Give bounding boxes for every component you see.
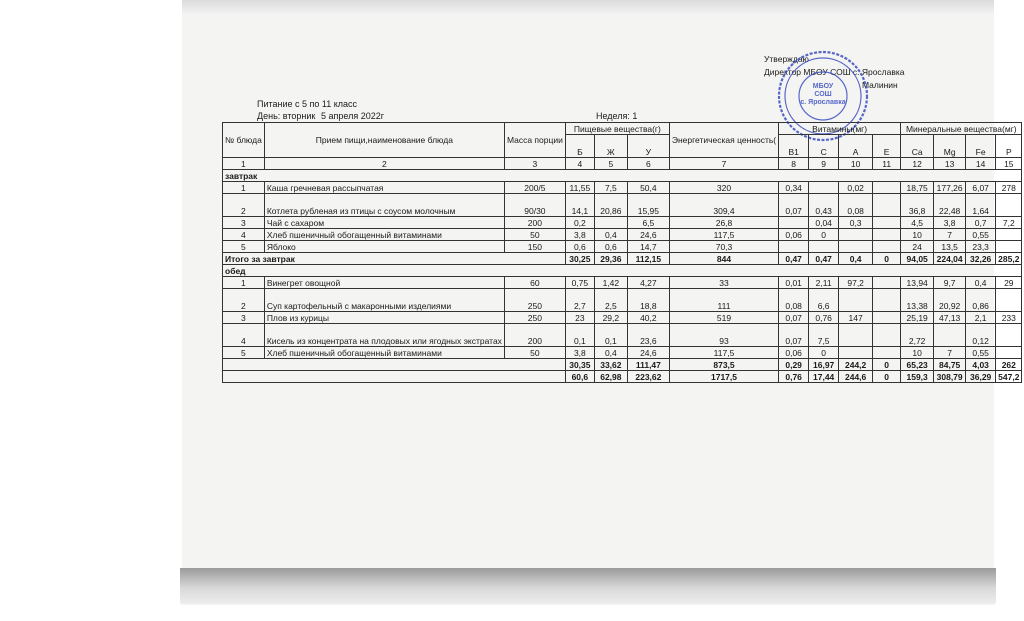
dish-value xyxy=(839,229,873,241)
sub-header-mg: Mg xyxy=(934,135,966,158)
col-mass-header: Масса порции xyxy=(504,123,565,158)
dish-value: 7 xyxy=(934,229,966,241)
sub-header-b1: В1 xyxy=(779,135,809,158)
grand-total-value: 244,6 xyxy=(839,371,873,383)
dish-value: 0,07 xyxy=(779,312,809,324)
dish-value xyxy=(809,182,839,194)
dish-row xyxy=(223,347,1022,359)
dish-value: 2,1 xyxy=(966,312,996,324)
header-row-1 xyxy=(223,123,1022,135)
sub-header-u: У xyxy=(627,135,669,158)
dish-name: Кисель из концентрата на плодовых или ягодных экстратах xyxy=(264,324,504,347)
dish-name: Плов из курицы xyxy=(264,312,504,324)
column-index-row xyxy=(223,158,1022,170)
dish-value: 29 xyxy=(996,277,1022,289)
section-title: завтрак xyxy=(223,170,1022,182)
scan-top-edge xyxy=(182,0,994,14)
dish-number: 2 xyxy=(223,289,265,312)
dish-value: 7,5 xyxy=(809,324,839,347)
dish-value xyxy=(996,324,1022,347)
dish-value: 3,8 xyxy=(565,229,594,241)
dish-value: 233 xyxy=(996,312,1022,324)
total-value: 0,47 xyxy=(779,253,809,265)
dish-value: 15,95 xyxy=(627,194,669,217)
index-cell: 5 xyxy=(594,158,627,170)
index-cell: 7 xyxy=(669,158,778,170)
dish-name: Чай с сахаром xyxy=(264,217,504,229)
dish-value: 36,8 xyxy=(901,194,934,217)
sub-header-fe: Fe xyxy=(966,135,996,158)
dish-value: 14,1 xyxy=(565,194,594,217)
dish-value xyxy=(873,241,901,253)
dish-row xyxy=(223,241,1022,253)
dish-value: 7,5 xyxy=(594,182,627,194)
dish-name: Яблоко xyxy=(264,241,504,253)
sub-header-a: А xyxy=(839,135,873,158)
dish-value: 147 xyxy=(839,312,873,324)
dish-value: 2,7 xyxy=(565,289,594,312)
dish-value: 2,5 xyxy=(594,289,627,312)
dish-value: 7,2 xyxy=(996,217,1022,229)
dish-value xyxy=(873,182,901,194)
index-cell: 6 xyxy=(627,158,669,170)
dish-value: 10 xyxy=(901,347,934,359)
dish-value: 0,04 xyxy=(809,217,839,229)
dish-value: 50,4 xyxy=(627,182,669,194)
dish-value: 0,75 xyxy=(565,277,594,289)
grand-total-value: 223,62 xyxy=(627,371,669,383)
dish-value xyxy=(996,241,1022,253)
total-value: 844 xyxy=(669,253,778,265)
dish-row xyxy=(223,217,1022,229)
dish-value: 40,2 xyxy=(627,312,669,324)
total-value: 0,4 xyxy=(839,253,873,265)
dish-value: 47,13 xyxy=(934,312,966,324)
dish-number: 4 xyxy=(223,324,265,347)
dish-value: 60 xyxy=(504,277,565,289)
total-value: 0 xyxy=(873,359,901,371)
dish-value xyxy=(873,347,901,359)
scan-bottom-edge xyxy=(180,568,996,604)
dish-value: 200 xyxy=(504,324,565,347)
dish-value: 50 xyxy=(504,229,565,241)
menu-table xyxy=(222,122,1022,383)
energy-header: Энергетическая ценность( xyxy=(669,123,778,158)
dish-value xyxy=(839,241,873,253)
dish-value: 0,2 xyxy=(565,217,594,229)
dish-value xyxy=(594,217,627,229)
total-value: 0,29 xyxy=(779,359,809,371)
dish-value: 22,48 xyxy=(934,194,966,217)
dish-row xyxy=(223,194,1022,217)
dish-value: 117,5 xyxy=(669,347,778,359)
index-cell: 13 xyxy=(934,158,966,170)
dish-value: 278 xyxy=(996,182,1022,194)
menu-table-body xyxy=(223,123,1022,383)
total-value: 224,04 xyxy=(934,253,966,265)
total-label xyxy=(223,359,566,371)
dish-number: 1 xyxy=(223,277,265,289)
grand-total-value: 17,44 xyxy=(809,371,839,383)
total-value: 285,2 xyxy=(996,253,1022,265)
total-value: 32,26 xyxy=(966,253,996,265)
dish-value: 0,4 xyxy=(594,347,627,359)
approval-line-2: Директор МБОУ СОШ с. Ярославка xyxy=(764,67,905,77)
section-total-row xyxy=(223,359,1022,371)
total-value: 111,47 xyxy=(627,359,669,371)
dish-value: 200/5 xyxy=(504,182,565,194)
dish-value: 250 xyxy=(504,312,565,324)
dish-value: 11,55 xyxy=(565,182,594,194)
grand-total-value: 36,29 xyxy=(966,371,996,383)
dish-value: 117,5 xyxy=(669,229,778,241)
total-value: 0,47 xyxy=(809,253,839,265)
class-line: Питание с 5 по 11 класс xyxy=(257,99,358,109)
dish-value: 0,07 xyxy=(779,324,809,347)
dish-row xyxy=(223,182,1022,194)
dish-value xyxy=(839,347,873,359)
dish-value xyxy=(873,217,901,229)
total-value: 33,62 xyxy=(594,359,627,371)
dish-value: 7 xyxy=(934,347,966,359)
dish-row xyxy=(223,229,1022,241)
index-cell: 11 xyxy=(873,158,901,170)
dish-value xyxy=(996,194,1022,217)
dish-value: 0,1 xyxy=(565,324,594,347)
grand-total-value: 1717,5 xyxy=(669,371,778,383)
sub-header-b: Б xyxy=(565,135,594,158)
sub-header-ca: Ca xyxy=(901,135,934,158)
total-value: 30,25 xyxy=(565,253,594,265)
week-label: Неделя: 1 xyxy=(596,111,638,121)
dish-value: 0,7 xyxy=(966,217,996,229)
dish-value: 9,7 xyxy=(934,277,966,289)
dish-value: 2,11 xyxy=(809,277,839,289)
dish-number: 5 xyxy=(223,347,265,359)
sub-header-p: Р xyxy=(996,135,1022,158)
dish-value xyxy=(839,324,873,347)
svg-text:МБОУ: МБОУ xyxy=(812,83,834,90)
dish-value: 177,26 xyxy=(934,182,966,194)
dish-value: 0,06 xyxy=(779,229,809,241)
dish-value: 29,2 xyxy=(594,312,627,324)
dish-name: Хлеб пшеничный обогащенный витаминами xyxy=(264,229,504,241)
vitamins-header: Витамины(мг) xyxy=(779,123,901,135)
col-name-header: Прием пищи,наименование блюда xyxy=(264,123,504,158)
index-cell: 1 xyxy=(223,158,265,170)
dish-value: 50 xyxy=(504,347,565,359)
total-label: Итого за завтрак xyxy=(223,253,566,265)
minerals-header: Минеральные вещества(мг) xyxy=(901,123,1022,135)
dish-number: 3 xyxy=(223,217,265,229)
dish-value xyxy=(779,217,809,229)
dish-value: 0,4 xyxy=(594,229,627,241)
dish-value xyxy=(873,229,901,241)
nutrients-header: Пищевые вещества(г) xyxy=(565,123,669,135)
dish-value: 0 xyxy=(809,347,839,359)
col-num-header: № блюда xyxy=(223,123,265,158)
dish-number: 1 xyxy=(223,182,265,194)
dish-value: 150 xyxy=(504,241,565,253)
total-value: 30,35 xyxy=(565,359,594,371)
dish-value xyxy=(873,312,901,324)
index-cell: 8 xyxy=(779,158,809,170)
total-value: 0 xyxy=(873,253,901,265)
dish-value: 20,86 xyxy=(594,194,627,217)
dish-value xyxy=(873,289,901,312)
dish-value: 6,6 xyxy=(809,289,839,312)
dish-value: 0,12 xyxy=(966,324,996,347)
dish-value: 309,4 xyxy=(669,194,778,217)
dish-value: 0,08 xyxy=(839,194,873,217)
dish-value xyxy=(873,324,901,347)
dish-value: 18,75 xyxy=(901,182,934,194)
grand-total-row xyxy=(223,371,1022,383)
index-cell: 4 xyxy=(565,158,594,170)
dish-number: 2 xyxy=(223,194,265,217)
section-total-row xyxy=(223,253,1022,265)
grand-total-value: 0 xyxy=(873,371,901,383)
grand-total-value: 159,3 xyxy=(901,371,934,383)
total-value: 84,75 xyxy=(934,359,966,371)
dish-value: 0,43 xyxy=(809,194,839,217)
dish-value: 23,3 xyxy=(966,241,996,253)
dish-value: 2,72 xyxy=(901,324,934,347)
approval-line-1: Утверждаю xyxy=(764,54,809,64)
dish-value: 0,01 xyxy=(779,277,809,289)
dish-value xyxy=(873,277,901,289)
approval-line-3: Малинин xyxy=(862,80,898,90)
dish-number: 3 xyxy=(223,312,265,324)
dish-name: Каша гречневая рассыпчатая xyxy=(264,182,504,194)
dish-value xyxy=(809,241,839,253)
grand-total-value: 308,79 xyxy=(934,371,966,383)
sub-header-zh: Ж xyxy=(594,135,627,158)
total-value: 65,23 xyxy=(901,359,934,371)
dish-number: 5 xyxy=(223,241,265,253)
grand-total-label xyxy=(223,371,566,383)
dish-value: 70,3 xyxy=(669,241,778,253)
dish-value: 24 xyxy=(901,241,934,253)
dish-value: 23 xyxy=(565,312,594,324)
dish-value: 0,1 xyxy=(594,324,627,347)
dish-value: 3,8 xyxy=(565,347,594,359)
index-cell: 2 xyxy=(264,158,504,170)
dish-value: 320 xyxy=(669,182,778,194)
dish-value: 0 xyxy=(809,229,839,241)
dish-value xyxy=(934,324,966,347)
dish-value: 4,5 xyxy=(901,217,934,229)
dish-value: 0,55 xyxy=(966,347,996,359)
dish-value: 0,02 xyxy=(839,182,873,194)
dish-value: 18,8 xyxy=(627,289,669,312)
sub-header-c: С xyxy=(809,135,839,158)
sub-header-e: Е xyxy=(873,135,901,158)
index-cell: 10 xyxy=(839,158,873,170)
dish-value: 25,19 xyxy=(901,312,934,324)
index-cell: 14 xyxy=(966,158,996,170)
grand-total-value: 547,2 xyxy=(996,371,1022,383)
dish-value xyxy=(839,289,873,312)
dish-value: 0,06 xyxy=(779,347,809,359)
total-value: 94,05 xyxy=(901,253,934,265)
total-value: 112,15 xyxy=(627,253,669,265)
dish-value: 3,8 xyxy=(934,217,966,229)
dish-value: 250 xyxy=(504,289,565,312)
index-cell: 12 xyxy=(901,158,934,170)
dish-name: Котлета рубленая из птицы с соусом молочным xyxy=(264,194,504,217)
dish-value: 10 xyxy=(901,229,934,241)
grand-total-value: 62,98 xyxy=(594,371,627,383)
day-label: День: вторник xyxy=(257,111,316,121)
grand-total-value: 60,6 xyxy=(565,371,594,383)
index-cell: 9 xyxy=(809,158,839,170)
dish-value: 13,5 xyxy=(934,241,966,253)
dish-value: 0,4 xyxy=(966,277,996,289)
dish-value: 23,6 xyxy=(627,324,669,347)
total-value: 16,97 xyxy=(809,359,839,371)
dish-value: 14,7 xyxy=(627,241,669,253)
dish-value: 33 xyxy=(669,277,778,289)
dish-value xyxy=(996,347,1022,359)
total-value: 262 xyxy=(996,359,1022,371)
dish-value: 0,6 xyxy=(565,241,594,253)
index-cell: 3 xyxy=(504,158,565,170)
dish-value xyxy=(996,289,1022,312)
dish-row xyxy=(223,312,1022,324)
dish-value: 0,55 xyxy=(966,229,996,241)
dish-value: 97,2 xyxy=(839,277,873,289)
dish-value: 13,38 xyxy=(901,289,934,312)
dish-number: 4 xyxy=(223,229,265,241)
dish-name: Суп картофельный с макаронными изделиями xyxy=(264,289,504,312)
dish-value: 0,34 xyxy=(779,182,809,194)
total-value: 873,5 xyxy=(669,359,778,371)
dish-value: 519 xyxy=(669,312,778,324)
dish-value: 24,6 xyxy=(627,347,669,359)
svg-text:с. Ярославка: с. Ярославка xyxy=(800,99,846,106)
dish-row xyxy=(223,289,1022,312)
dish-value: 90/30 xyxy=(504,194,565,217)
dish-row xyxy=(223,277,1022,289)
dish-value: 200 xyxy=(504,217,565,229)
dish-value: 0,08 xyxy=(779,289,809,312)
dish-value: 24,6 xyxy=(627,229,669,241)
dish-value: 111 xyxy=(669,289,778,312)
dish-name: Хлеб пшеничный обогащенный витаминами xyxy=(264,347,504,359)
dish-name: Винегрет овощной xyxy=(264,277,504,289)
dish-value: 0,76 xyxy=(809,312,839,324)
total-value: 29,36 xyxy=(594,253,627,265)
dish-value: 26,8 xyxy=(669,217,778,229)
dish-value xyxy=(996,229,1022,241)
section-row xyxy=(223,170,1022,182)
dish-value: 0,3 xyxy=(839,217,873,229)
dish-value: 0,6 xyxy=(594,241,627,253)
dish-value: 13,94 xyxy=(901,277,934,289)
dish-value xyxy=(779,241,809,253)
dish-value: 0,86 xyxy=(966,289,996,312)
grand-total-value: 0,76 xyxy=(779,371,809,383)
dish-value: 0,07 xyxy=(779,194,809,217)
total-value: 244,2 xyxy=(839,359,873,371)
dish-value: 1,64 xyxy=(966,194,996,217)
index-cell: 15 xyxy=(996,158,1022,170)
total-value: 4,03 xyxy=(966,359,996,371)
dish-value: 93 xyxy=(669,324,778,347)
dish-value: 6,5 xyxy=(627,217,669,229)
dish-value xyxy=(873,194,901,217)
section-title: обед xyxy=(223,265,1022,277)
dish-value: 6,07 xyxy=(966,182,996,194)
menu-date: 5 апреля 2022г xyxy=(321,111,385,121)
dish-value: 4,27 xyxy=(627,277,669,289)
dish-value: 1,42 xyxy=(594,277,627,289)
section-row xyxy=(223,265,1022,277)
dish-value: 20,92 xyxy=(934,289,966,312)
dish-row xyxy=(223,324,1022,347)
svg-text:СОШ: СОШ xyxy=(814,91,832,98)
